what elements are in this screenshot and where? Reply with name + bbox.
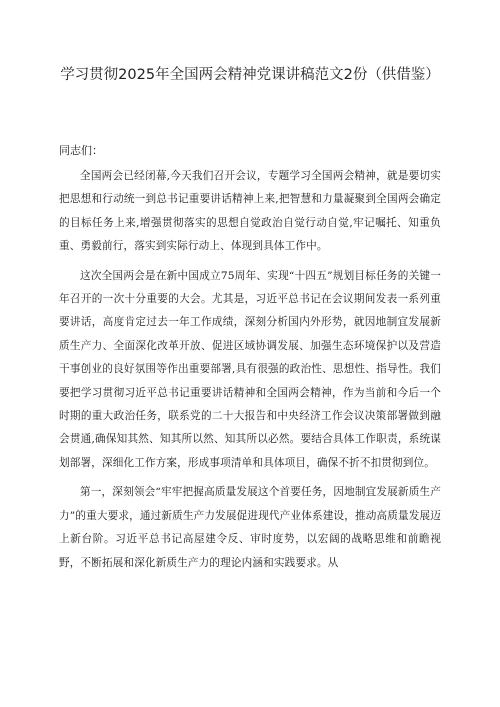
document-body [59, 165, 441, 581]
paragraph: 这次全国两会是在新中国成立75周年、实现“十四五”规划目标任务的关键一年召开的一次十分重要的大会。尤其是，习近平总书记在会议期间发表一系列重要讲话，高度肯定过去一年工作成绩，深刻分析国内外形势，就因地制宜发展新质生产力、全面深化改革开放、促进区域协调发展、加强生态环境保护以及营造干事创业的良好氛围等作出重要部署,具有很强的政治性、思想性、指导性。我们要把学习贯彻习近平总书记重要讲话精神和全国两会精神，作为当前和今后一个时期的重大政治任务，联系党的二十大报告和中央经济工作会议决策部署做到融会贯通,确保知其然、知其所以然、知其所以必然。要结合具体工作职责，系统谋划部署，深细化工作方案，形成事项清单和具体项目，确保不折不扣贯彻到位。 [59, 269, 441, 469]
paragraph: 第一，深刻领会“牢牢把握高质量发展这个首要任务，因地制宜发展新质生产力”的重大要求，通过新质生产力发展促进现代产业体系建设，推动高质量发展迈上新台阶。习近平总书记高屋建令反、审时度势，以宏阔的战略思维和前瞻视野，不断拓展和深化新质生产力的理论内涵和实践要求。从 [59, 486, 441, 569]
document-title: 学习贯彻2025年全国两会精神党课讲稿范文2份（供借鉴） [60, 67, 440, 83]
salutation: 同志们： [59, 144, 103, 157]
paragraph: 全国两会已经闭幕,今天我们召开会议，专题学习全国两会精神，就是要切实把思想和行动统一到总书记重要讲话精神上来,把智慧和力量凝聚到全国两会确定的目标任务上来,增强贯彻落实的思想自觉政治自觉行动自觉,牢记嘱托、知重负重、勇毅前行，落实到实际行动上、体现到具体工作中。 [59, 170, 441, 253]
